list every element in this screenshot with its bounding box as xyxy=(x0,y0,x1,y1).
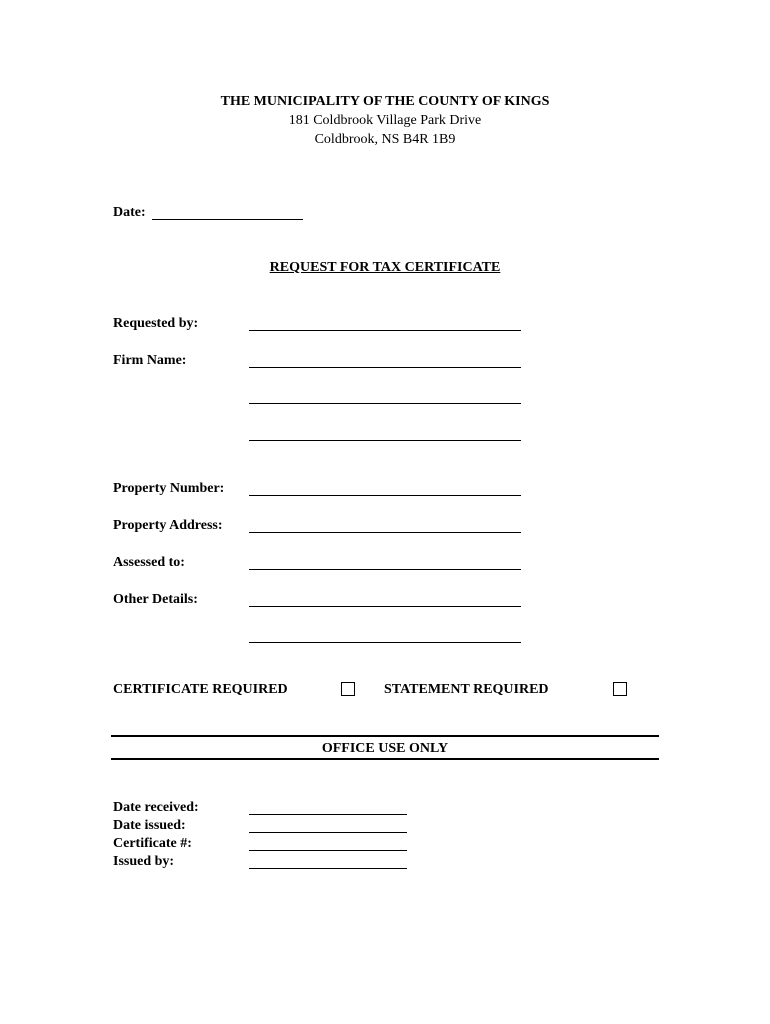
issued-by-label: Issued by: xyxy=(113,854,175,869)
firm-name-input-line[interactable] xyxy=(249,367,521,368)
requested-by-input-line[interactable] xyxy=(249,330,521,331)
date-issued-label: Date issued: xyxy=(113,818,186,833)
statement-required-checkbox[interactable] xyxy=(613,682,627,696)
office-use-title: OFFICE USE ONLY xyxy=(321,741,449,756)
firm-name-extra-line-2[interactable] xyxy=(249,440,521,441)
statement-required-label: STATEMENT REQUIRED xyxy=(384,682,549,697)
property-number-input-line[interactable] xyxy=(249,495,521,496)
certificate-number-label: Certificate #: xyxy=(113,836,192,851)
certificate-required-label: CERTIFICATE REQUIRED xyxy=(113,682,288,697)
property-address-input-line[interactable] xyxy=(249,532,521,533)
date-received-input-line[interactable] xyxy=(249,814,407,815)
form-title: REQUEST FOR TAX CERTIFICATE xyxy=(269,260,501,275)
firm-name-extra-line-1[interactable] xyxy=(249,403,521,404)
assessed-to-label: Assessed to: xyxy=(113,555,185,570)
date-input-line[interactable] xyxy=(152,219,303,220)
issued-by-input-line[interactable] xyxy=(249,868,407,869)
org-name: THE MUNICIPALITY OF THE COUNTY OF KINGS xyxy=(220,94,550,109)
firm-name-label: Firm Name: xyxy=(113,353,187,368)
date-label: Date: xyxy=(113,205,146,220)
property-address-label: Property Address: xyxy=(113,518,223,533)
assessed-to-input-line[interactable] xyxy=(249,569,521,570)
other-details-label: Other Details: xyxy=(113,592,198,607)
date-received-label: Date received: xyxy=(113,800,199,815)
office-use-bottom-rule xyxy=(111,758,659,760)
date-issued-input-line[interactable] xyxy=(249,832,407,833)
certificate-required-checkbox[interactable] xyxy=(341,682,355,696)
requested-by-label: Requested by: xyxy=(113,316,199,331)
certificate-number-input-line[interactable] xyxy=(249,850,407,851)
address-line-2: Coldbrook, NS B4R 1B9 xyxy=(314,132,456,147)
address-line-1: 181 Coldbrook Village Park Drive xyxy=(288,113,482,128)
other-details-extra-line[interactable] xyxy=(249,642,521,643)
property-number-label: Property Number: xyxy=(113,481,225,496)
office-use-top-rule xyxy=(111,735,659,737)
other-details-input-line[interactable] xyxy=(249,606,521,607)
